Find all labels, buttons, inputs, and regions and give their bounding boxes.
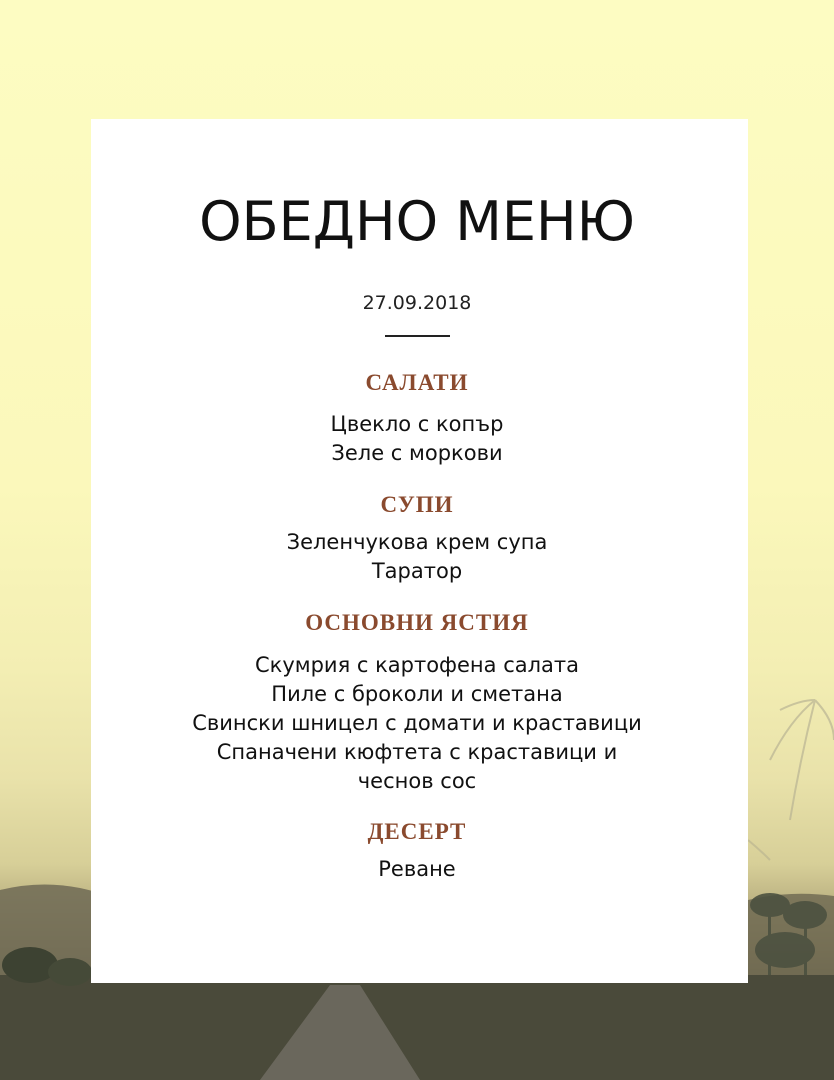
- menu-item: Таратор: [371, 559, 463, 583]
- menu-item: чеснов сос: [357, 769, 477, 793]
- menu-item: Зеленчукова крем супа: [286, 530, 548, 554]
- menu-item: Свински шницел с домати и краставици: [192, 711, 642, 735]
- menu-item: Спаначени кюфтета с краставици и: [216, 740, 618, 764]
- section-heading-soups: СУПИ: [380, 492, 454, 517]
- menu-title: ОБЕДНО МЕНЮ: [199, 190, 635, 253]
- menu-item: Зеле с моркови: [331, 441, 503, 465]
- title-divider: [385, 335, 450, 337]
- menu-date: 27.09.2018: [362, 292, 472, 314]
- menu-item: Цвекло с копър: [330, 412, 504, 436]
- section-heading-main-dishes: ОСНОВНИ ЯСТИЯ: [305, 610, 529, 635]
- menu-item: Скумрия с картофена салата: [254, 653, 580, 677]
- section-heading-dessert: ДЕСЕРТ: [367, 819, 467, 844]
- menu-item: Реване: [378, 857, 456, 881]
- section-heading-salads: САЛАТИ: [365, 370, 469, 395]
- menu-item: Пиле с броколи и сметана: [271, 682, 563, 706]
